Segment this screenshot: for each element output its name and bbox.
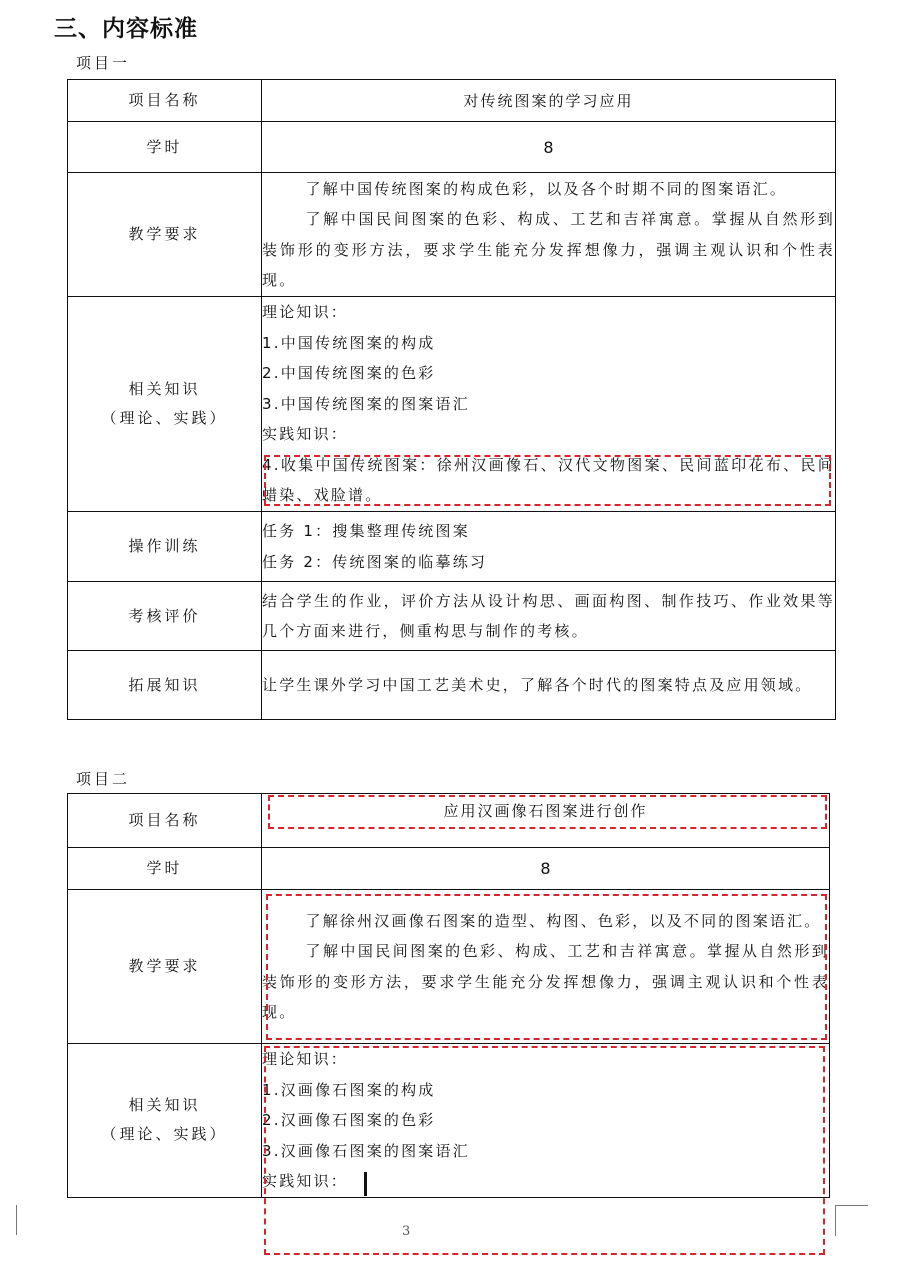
table-row xyxy=(68,80,836,122)
knowledge-line: 3.汉画像石图案的图案语汇 xyxy=(262,1141,470,1160)
teaching-paragraph: 了解中国传统图案的构成色彩，以及各个时期不同的图案语汇。 xyxy=(305,179,788,198)
row-label-teaching: 教学要求 xyxy=(68,890,262,1044)
table-row xyxy=(68,848,830,890)
knowledge-label-sub: （理论、实践） xyxy=(101,409,228,427)
table-row xyxy=(68,122,836,173)
operation-training[interactable] xyxy=(262,512,836,582)
table-row xyxy=(68,890,830,1044)
related-knowledge[interactable] xyxy=(262,297,836,512)
knowledge-line: 4.收集中国传统图案：徐州汉画像石、汉代文物图案、民间蓝印花布、民间蜡染、戏脸谱。 xyxy=(262,455,835,505)
teaching-paragraph: 了解徐州汉画像石图案的造型、构图、色彩，以及不同的图案语汇。 xyxy=(305,911,822,930)
corner-mark xyxy=(835,1205,868,1236)
project-name-value[interactable]: 应用汉画像石图案进行创作 xyxy=(262,794,830,848)
knowledge-line: 实践知识： xyxy=(262,425,349,444)
knowledge-label-main: 相关知识 xyxy=(128,380,201,398)
section-heading: 三、内容标准 xyxy=(54,16,198,42)
related-knowledge[interactable] xyxy=(262,1044,830,1198)
corner-mark xyxy=(0,1205,17,1235)
training-line: 任务 2：传统图案的临摹练习 xyxy=(262,552,488,571)
knowledge-line: 理论知识： xyxy=(262,303,349,322)
row-label-extension: 拓展知识 xyxy=(68,651,262,720)
row-label-project-name: 项目名称 xyxy=(68,794,262,848)
project-1-table xyxy=(67,79,836,720)
table-row xyxy=(68,297,836,512)
page-number: 3 xyxy=(402,1224,411,1239)
row-label-teaching: 教学要求 xyxy=(68,173,262,297)
training-line: 任务 1：搜集整理传统图案 xyxy=(262,522,470,540)
row-label-hours: 学时 xyxy=(68,122,262,173)
row-label-knowledge xyxy=(68,297,262,512)
knowledge-line: 2.中国传统图案的色彩 xyxy=(262,364,436,383)
row-label-assessment: 考核评价 xyxy=(68,582,262,651)
knowledge-line: 理论知识： xyxy=(262,1050,349,1068)
project-1-label: 项目一 xyxy=(76,54,131,72)
extension-text[interactable]: 让学生课外学习中国工艺美术史，了解各个时代的图案特点及应用领域。 xyxy=(262,651,836,720)
row-label-training: 操作训练 xyxy=(68,512,262,582)
table-row xyxy=(68,582,836,651)
table-row xyxy=(68,794,830,848)
text-cursor xyxy=(364,1172,367,1196)
knowledge-label-main: 相关知识 xyxy=(128,1096,201,1115)
table-row xyxy=(68,1044,830,1198)
hours-value[interactable]: 8 xyxy=(262,122,836,173)
knowledge-line: 1.汉画像石图案的构成 xyxy=(262,1080,436,1099)
teaching-paragraph: 了解中国民间图案的色彩、构成、工艺和吉祥寓意。掌握从自然形到装饰形的变形方法，要求学生能充分发挥想像力，强调主观认识和个性表现。 xyxy=(262,210,835,289)
teaching-paragraph: 了解中国民间图案的色彩、构成、工艺和吉祥寓意。掌握从自然形到装饰形的变形方法，要求学生能充分发挥想像力，强调主观认识和个性表现。 xyxy=(262,942,829,1021)
table-row xyxy=(68,512,836,582)
project-2-label: 项目二 xyxy=(76,770,131,788)
knowledge-line: 3.中国传统图案的图案语汇 xyxy=(262,394,470,413)
teaching-requirements[interactable] xyxy=(262,890,830,1044)
row-label-knowledge xyxy=(68,1044,262,1198)
row-label-hours: 学时 xyxy=(68,848,262,890)
teaching-requirements[interactable] xyxy=(262,173,836,297)
assessment-text[interactable]: 结合学生的作业，评价方法从设计构思、画面构图、制作技巧、作业效果等几个方面来进行，侧重构思与制作的考核。 xyxy=(262,582,836,651)
table-row xyxy=(68,173,836,297)
knowledge-line: 1.中国传统图案的构成 xyxy=(262,333,436,352)
project-name-value[interactable]: 对传统图案的学习应用 xyxy=(262,80,836,122)
project-2-table xyxy=(67,793,830,1198)
row-label-project-name: 项目名称 xyxy=(68,80,262,122)
knowledge-line: 实践知识： xyxy=(262,1172,349,1190)
knowledge-line: 2.汉画像石图案的色彩 xyxy=(262,1111,436,1129)
table-row xyxy=(68,651,836,720)
hours-value[interactable]: 8 xyxy=(262,848,830,890)
knowledge-label-sub: （理论、实践） xyxy=(101,1125,228,1144)
